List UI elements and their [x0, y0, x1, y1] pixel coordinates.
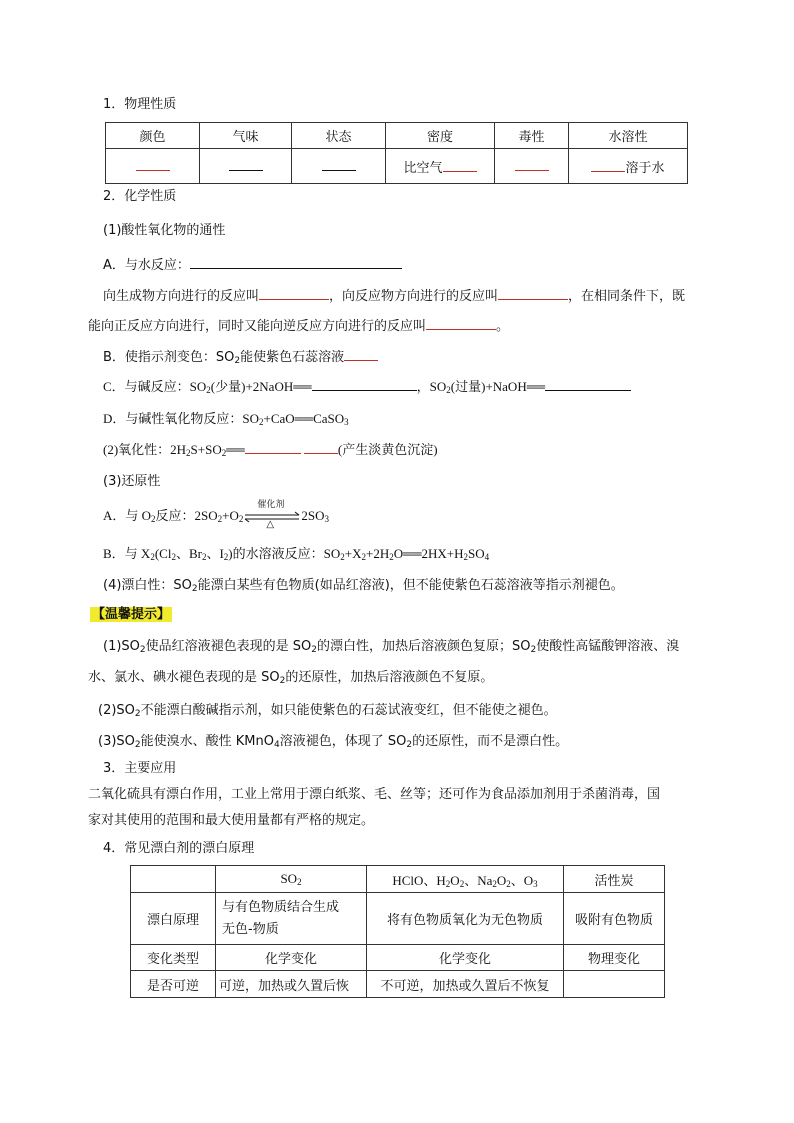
row-reversible-label: 是否可逆	[131, 971, 216, 998]
header-density: 密度	[386, 123, 495, 149]
tip-1-line-1: $(1)SO_2$使品红溶液褪色表现的是 $SO_2$的漂白性，加热后溶液颜色复原；$SO_2$使酸性高锰酸钾溶液、溴	[103, 639, 680, 655]
density-blank[interactable]	[443, 159, 477, 172]
carbon-principle: 吸附有色物质	[564, 893, 665, 945]
forward-blank[interactable]	[259, 287, 329, 300]
color-blank[interactable]	[136, 158, 170, 171]
section3-title: 3．主要应用	[103, 761, 177, 776]
cell-smell	[200, 149, 292, 184]
state-blank[interactable]	[322, 158, 356, 171]
cell-color	[106, 149, 200, 184]
oxidizer-change: 化学变化	[367, 945, 564, 971]
catalyst-label: 催化剂	[257, 499, 285, 510]
col-oxidizers: HClO、$H_2O_2$、$Na_2O_2$、$O_3$	[367, 866, 564, 893]
water-reaction-blank[interactable]	[190, 256, 402, 269]
section1-title: 1．物理性质	[103, 97, 177, 112]
tip-1-line-2: 水、氯水、碘水褪色表现的是 $SO_2$的还原性，加热后溶液颜色不复原。	[88, 670, 494, 686]
col-carbon: 活性炭	[564, 866, 665, 893]
row-principle-label: 漂白原理	[131, 893, 216, 945]
base-reaction-line: C．与碱反应：$SO_2$(少量)+2NaOH══ ，$SO_2$(过量)+NaOH══	[103, 378, 631, 396]
header-toxicity: 毒性	[495, 123, 569, 149]
tip-label: 【温馨提示】	[92, 607, 171, 622]
smell-blank[interactable]	[229, 158, 263, 171]
water-reaction-line: A．与水反应：	[103, 256, 402, 275]
indicator-line: B．使指示剂变色：$SO_2$能使紫色石蕊溶液	[103, 348, 378, 367]
header-solubility: 水溶性	[569, 123, 688, 149]
carbon-change: 物理变化	[564, 945, 665, 971]
base-small-blank[interactable]	[312, 378, 417, 391]
cell-solubility: 溶于水	[569, 149, 688, 184]
acidic-oxide-title: (1)酸性氧化物的通性	[103, 223, 226, 238]
oxidizer-principle: 将有色物质氧化为无色物质	[367, 893, 564, 945]
halogen-reaction-line: B．与 $X_2(Cl_2$、$Br_2$、$I_2$)的水溶液反应：$SO_2+X_2+2H_2O══2HX+H_2SO_4$	[103, 546, 490, 562]
header-state: 状态	[292, 123, 386, 149]
application-line-2: 家对其使用的范围和最大使用量都有严格的规定。	[88, 813, 375, 828]
reversible-blank[interactable]	[426, 317, 496, 330]
reversible-line-1: 向生成物方向进行的反应叫 ，向反应物方向进行的反应叫 ，在相同条件下，既	[103, 289, 686, 304]
bleaching-line: (4)漂白性：$SO_2$能漂白某些有色物质(如品红溶液)，但不能使紫色石蕊溶液等指示剂褪色。	[103, 578, 624, 594]
reversible-line-2: 能向正反应方向进行，同时又能向逆反应方向进行的反应叫 。	[88, 319, 510, 334]
physical-properties-table	[105, 122, 688, 184]
base-excess-blank[interactable]	[545, 378, 631, 391]
reverse-blank[interactable]	[498, 287, 568, 300]
so2-principle: 与有色物质结合生成 无色-物质	[216, 893, 367, 945]
header-color: 颜色	[106, 123, 200, 149]
toxicity-blank[interactable]	[515, 158, 549, 171]
tip-2-line: $(2)SO_2$不能漂白酸碱指示剂，如只能使紫色的石蕊试液变红，但不能使之褪色。	[98, 703, 557, 719]
section2-title: 2．化学性质	[103, 189, 177, 204]
header-smell: 气味	[200, 123, 292, 149]
application-line-1: 二氧化硫具有漂白作用，工业上常用于漂白纸浆、毛、丝等；还可作为食品添加剂用于杀菌消毒，国	[88, 787, 661, 802]
reducing-title: (3)还原性	[103, 474, 161, 489]
so2-change: 化学变化	[216, 945, 367, 971]
cell-density: 比空气	[386, 149, 495, 184]
indicator-blank[interactable]	[344, 348, 378, 361]
cell-toxicity	[495, 149, 569, 184]
oxidizing-blank-2[interactable]	[304, 441, 338, 454]
col-so2: $SO_2$	[216, 866, 367, 893]
oxidizing-blank-1[interactable]	[245, 441, 301, 454]
corner-cell	[131, 866, 216, 893]
solubility-blank[interactable]	[591, 159, 625, 172]
bleaching-agents-table	[130, 865, 665, 998]
reversible-arrow	[243, 499, 301, 531]
o2-reaction-line: A．与 $O_2$反应：$2SO_2+O_2$ 催化剂 △ $2SO_3$	[103, 499, 330, 531]
cell-state	[292, 149, 386, 184]
heat-symbol: △	[266, 519, 275, 531]
tip-3-line: $(3)SO_2$能使溴水、酸性 KMnO$_4$溶液褪色，体现了 $SO_2$的还原性，而不是漂白性。	[98, 734, 569, 750]
basic-oxide-line: D．与碱性氧化物反应：$SO_2+CaO══CaSO_3$	[103, 411, 349, 427]
row-change-label: 变化类型	[131, 945, 216, 971]
oxidizer-reversible: 不可逆，加热或久置后不恢复	[367, 971, 564, 998]
so2-reversible: 可逆，加热或久置后恢	[216, 971, 367, 998]
oxidizing-line: (2)氧化性：$2H_2S+SO_2══$ (产生淡黄色沉淀)	[103, 442, 438, 458]
carbon-reversible	[564, 971, 665, 998]
section4-title: 4．常见漂白剂的漂白原理	[103, 841, 255, 856]
